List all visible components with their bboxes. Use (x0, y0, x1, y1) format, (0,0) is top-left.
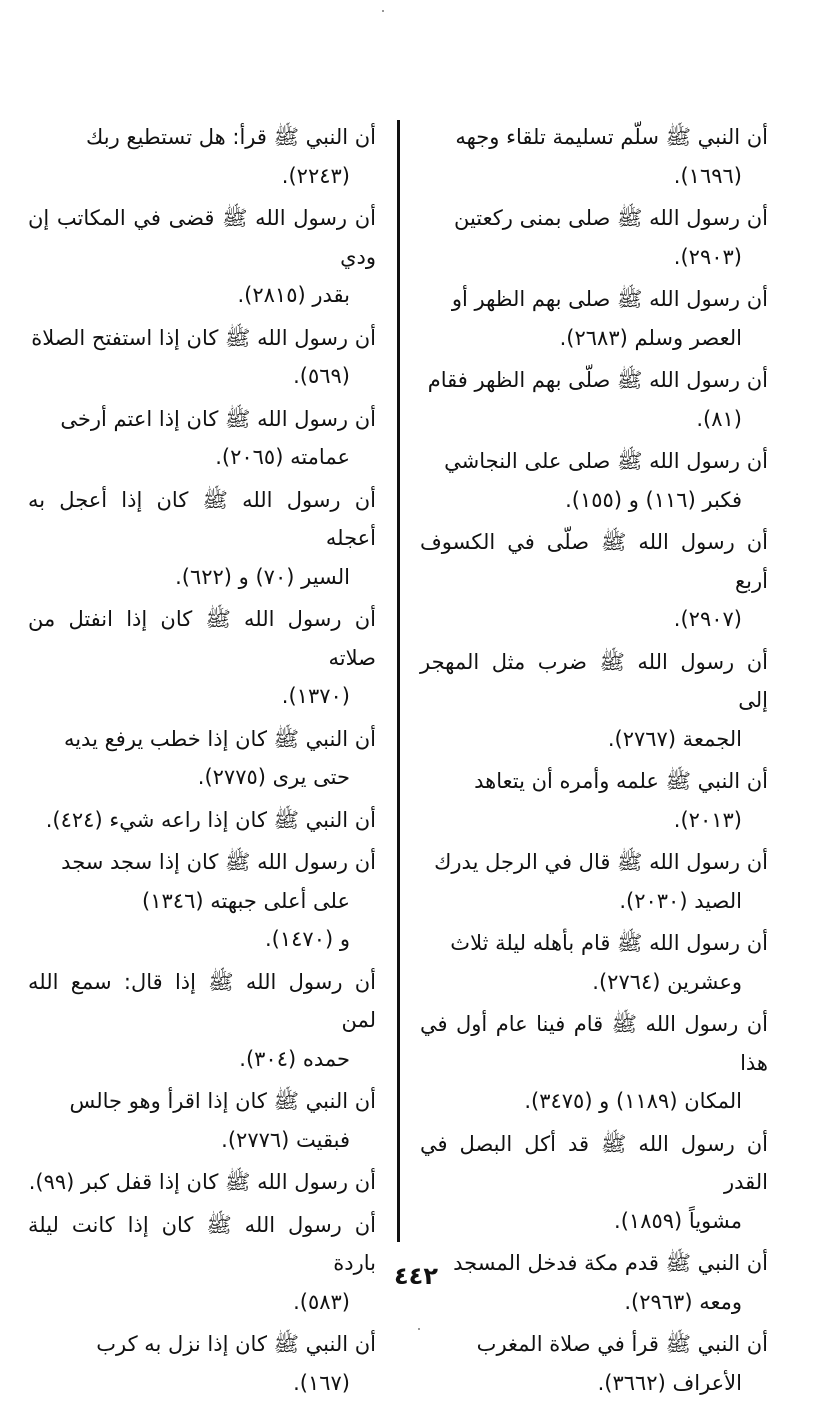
entry-reference: (٨١). (696, 406, 742, 431)
entry-text: أن رسول الله ﷺ قام فينا عام أول في هذا (420, 1012, 768, 1075)
index-entry (28, 1325, 376, 1402)
entry-reference: السير (٧٠) و (٦٢٢). (175, 564, 350, 589)
entry-reference: الجمعة (٢٧٦٧). (607, 726, 742, 751)
entry-text: أن رسول الله ﷺ صلى بهم الظهر أو (451, 287, 768, 311)
entry-reference: الصيد (٢٠٣٠). (619, 888, 742, 913)
index-entry (420, 924, 768, 1001)
scan-speck (382, 10, 384, 12)
index-entry (420, 523, 768, 639)
index-entry (28, 199, 376, 315)
entry-text: أن النبي ﷺ قرأ: هل تستطيع ربك (86, 125, 376, 149)
index-entry (28, 843, 376, 959)
entry-text: أن رسول الله ﷺ صلى بمنى ركعتين (453, 206, 768, 230)
entry-text: أن النبي ﷺ قدم مكة فدخل المسجد (453, 1251, 768, 1275)
entry-reference: (٢٢٤٣). (281, 163, 350, 188)
index-entry (28, 1163, 376, 1202)
entry-text: أن رسول الله ﷺ قد أكل البصل في القدر (420, 1131, 768, 1194)
index-entry (420, 1325, 768, 1402)
index-entry (28, 400, 376, 477)
entry-text: أن رسول الله ﷺ صلّى في الكسوف أربع (420, 530, 768, 593)
index-column-right (420, 118, 768, 1406)
entry-text: أن رسول الله ﷺ قال في الرجل يدرك (434, 850, 768, 874)
index-entry (28, 1082, 376, 1159)
index-entry (420, 843, 768, 920)
scan-speck (418, 1328, 420, 1330)
entry-reference: (٥٦٩). (293, 364, 350, 388)
entry-reference: عمامته (٢٠٦٥). (215, 445, 350, 469)
column-divider (397, 120, 400, 1242)
page-number: ٤٤٢ (394, 1262, 438, 1290)
index-entry (420, 1125, 768, 1241)
entry-text: أن رسول الله ﷺ كان إذا سجد سجد (61, 850, 376, 874)
index-entry (420, 643, 768, 759)
entry-text: أن رسول الله ﷺ كان إذا أعجل به أعجله (28, 487, 376, 550)
entry-text: أن رسول الله ﷺ قام بأهله ليلة ثلاث (450, 931, 768, 955)
entry-text: أن النبي ﷺ علمه وأمره أن يتعاهد (474, 769, 768, 793)
entry-reference: و (١٤٧٠). (264, 927, 350, 951)
entry-reference: (٢٩٠٣). (673, 244, 742, 269)
index-entry (420, 1005, 768, 1121)
index-entry (420, 762, 768, 839)
entry-reference: العصر وسلم (٢٦٨٣). (559, 325, 742, 350)
entry-text: أن رسول الله ﷺ صلى على النجاشي (444, 449, 768, 473)
entry-reference: بقدر (٢٨١٥). (237, 283, 350, 307)
entry-reference: (٢٠١٣). (673, 807, 742, 832)
entry-reference: مشوياً (١٨٥٩). (614, 1208, 742, 1233)
entry-reference: (١٣٧٠). (281, 684, 350, 708)
index-entry (420, 199, 768, 276)
index-entry (420, 280, 768, 357)
entry-reference: وعشرين (٢٧٦٤). (592, 969, 742, 994)
entry-reference: حتى يرى (٢٧٧٥). (197, 765, 350, 789)
index-column-left (28, 118, 376, 1406)
entry-text: أن رسول الله ﷺ كان إذا انفتل من صلاته (28, 607, 376, 670)
entry-text: أن النبي ﷺ كان إذا راعه شيء (٤٢٤). (45, 807, 376, 832)
entry-text: أن النبي ﷺ كان إذا نزل به كرب (96, 1332, 376, 1356)
entry-text: أن رسول الله ﷺ قضى في المكاتب إن ودي (28, 206, 376, 269)
entry-text: أن رسول الله ﷺ إذا قال: سمع الله لمن (28, 969, 376, 1032)
index-entry (420, 361, 768, 438)
index-entry (420, 118, 768, 195)
index-entry (28, 118, 376, 195)
entry-reference: على أعلى جبهته (١٣٤٦) (142, 888, 350, 913)
index-entry (28, 720, 376, 797)
entry-text: أن النبي ﷺ قرأ في صلاة المغرب (476, 1332, 768, 1356)
entry-reference: الأعراف (٣٦٦٢). (597, 1370, 742, 1395)
entry-text: أن رسول الله ﷺ كان إذا كانت ليلة باردة (28, 1212, 376, 1275)
entry-reference: ومعه (٢٩٦٣). (624, 1289, 742, 1314)
entry-reference: (١٦٩٦). (673, 163, 742, 188)
entry-text: أن رسول الله ﷺ ضرب مثل المهجر إلى (420, 649, 768, 712)
index-entry (28, 963, 376, 1079)
index-entry (28, 319, 376, 396)
index-entry (420, 442, 768, 519)
entry-reference: فكبر (١١٦) و (١٥٥). (565, 487, 742, 512)
entry-reference: المكان (١١٨٩) و (٣٤٧٥). (524, 1089, 742, 1113)
entry-text: أن رسول الله ﷺ صلّى بهم الظهر فقام (427, 368, 768, 392)
entry-reference: (٢٩٠٧). (673, 607, 742, 631)
entry-text: أن النبي ﷺ كان إذا اقرأ وهو جالس (69, 1089, 376, 1113)
entry-reference: (١٦٧). (293, 1370, 350, 1395)
entry-reference: (٥٨٣). (293, 1289, 350, 1314)
index-entry (28, 600, 376, 716)
index-entry (28, 801, 376, 840)
entry-text: أن النبي ﷺ كان إذا خطب يرفع يديه (63, 726, 376, 751)
entry-text: أن رسول الله ﷺ كان إذا قفل كبر (٩٩). (28, 1170, 376, 1194)
entry-text: أن رسول الله ﷺ كان إذا اعتم أرخى (60, 406, 376, 431)
entry-reference: حمده (٣٠٤). (239, 1046, 350, 1071)
entry-reference: فبقيت (٢٧٧٦). (221, 1127, 350, 1152)
entry-text: أن النبي ﷺ سلّم تسليمة تلقاء وجهه (455, 125, 768, 149)
index-entry (28, 481, 376, 597)
entry-text: أن رسول الله ﷺ كان إذا استفتح الصلاة (31, 325, 376, 350)
